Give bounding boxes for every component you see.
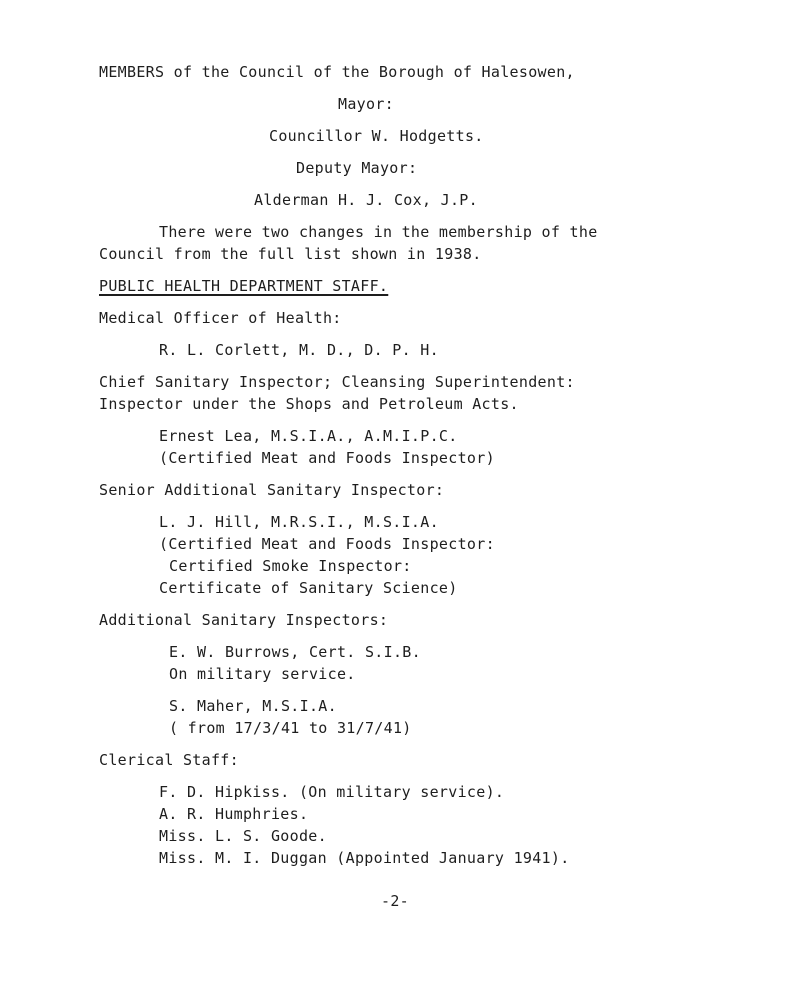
page-number: -2- [381,892,409,910]
moh-label: Medical Officer of Health: [99,309,342,327]
chief-inspector-title-line-2: Inspector under the Shops and Petroleum Acts. [99,395,519,413]
senior-inspector-qualification-2: Certified Smoke Inspector: [169,557,412,575]
clerical-item: Miss. M. I. Duggan (Appointed January 1941). [159,849,570,867]
membership-changes-line-1: There were two changes in the membership of the [159,223,598,241]
membership-changes-line-2: Council from the full list shown in 1938. [99,245,482,263]
inspector-maher-name: S. Maher, M.S.I.A. [169,697,337,715]
deputy-mayor-label: Deputy Mayor: [296,159,418,177]
inspector-burrows-name: E. W. Burrows, Cert. S.I.B. [169,643,421,661]
moh-name: R. L. Corlett, M. D., D. P. H. [159,341,439,359]
additional-inspectors-label: Additional Sanitary Inspectors: [99,611,389,629]
chief-inspector-name: Ernest Lea, M.S.I.A., A.M.I.P.C. [159,427,458,445]
senior-inspector-qualification-3: Certificate of Sanitary Science) [159,579,458,597]
clerical-staff-label: Clerical Staff: [99,751,239,769]
chief-inspector-qualification: (Certified Meat and Foods Inspector) [159,449,495,467]
senior-inspector-name: L. J. Hill, M.R.S.I., M.S.I.A. [159,513,439,531]
chief-inspector-title-line-1: Chief Sanitary Inspector; Cleansing Superintendent: [99,373,575,391]
clerical-item: Miss. L. S. Goode. [159,827,327,845]
deputy-mayor-name: Alderman H. J. Cox, J.P. [254,191,478,209]
section-heading: PUBLIC HEALTH DEPARTMENT STAFF. [99,277,389,295]
mayor-name: Councillor W. Hodgetts. [269,127,484,145]
clerical-item: F. D. Hipkiss. (On military service). [159,783,505,801]
inspector-maher-note: ( from 17/3/41 to 31/7/41) [169,719,412,737]
mayor-label: Mayor: [338,95,394,113]
senior-inspector-label: Senior Additional Sanitary Inspector: [99,481,445,499]
council-intro: MEMBERS of the Council of the Borough of Halesowen, [99,63,575,81]
clerical-item: A. R. Humphries. [159,805,309,823]
senior-inspector-qualification-1: (Certified Meat and Foods Inspector: [159,535,495,553]
inspector-burrows-note: On military service. [169,665,356,683]
